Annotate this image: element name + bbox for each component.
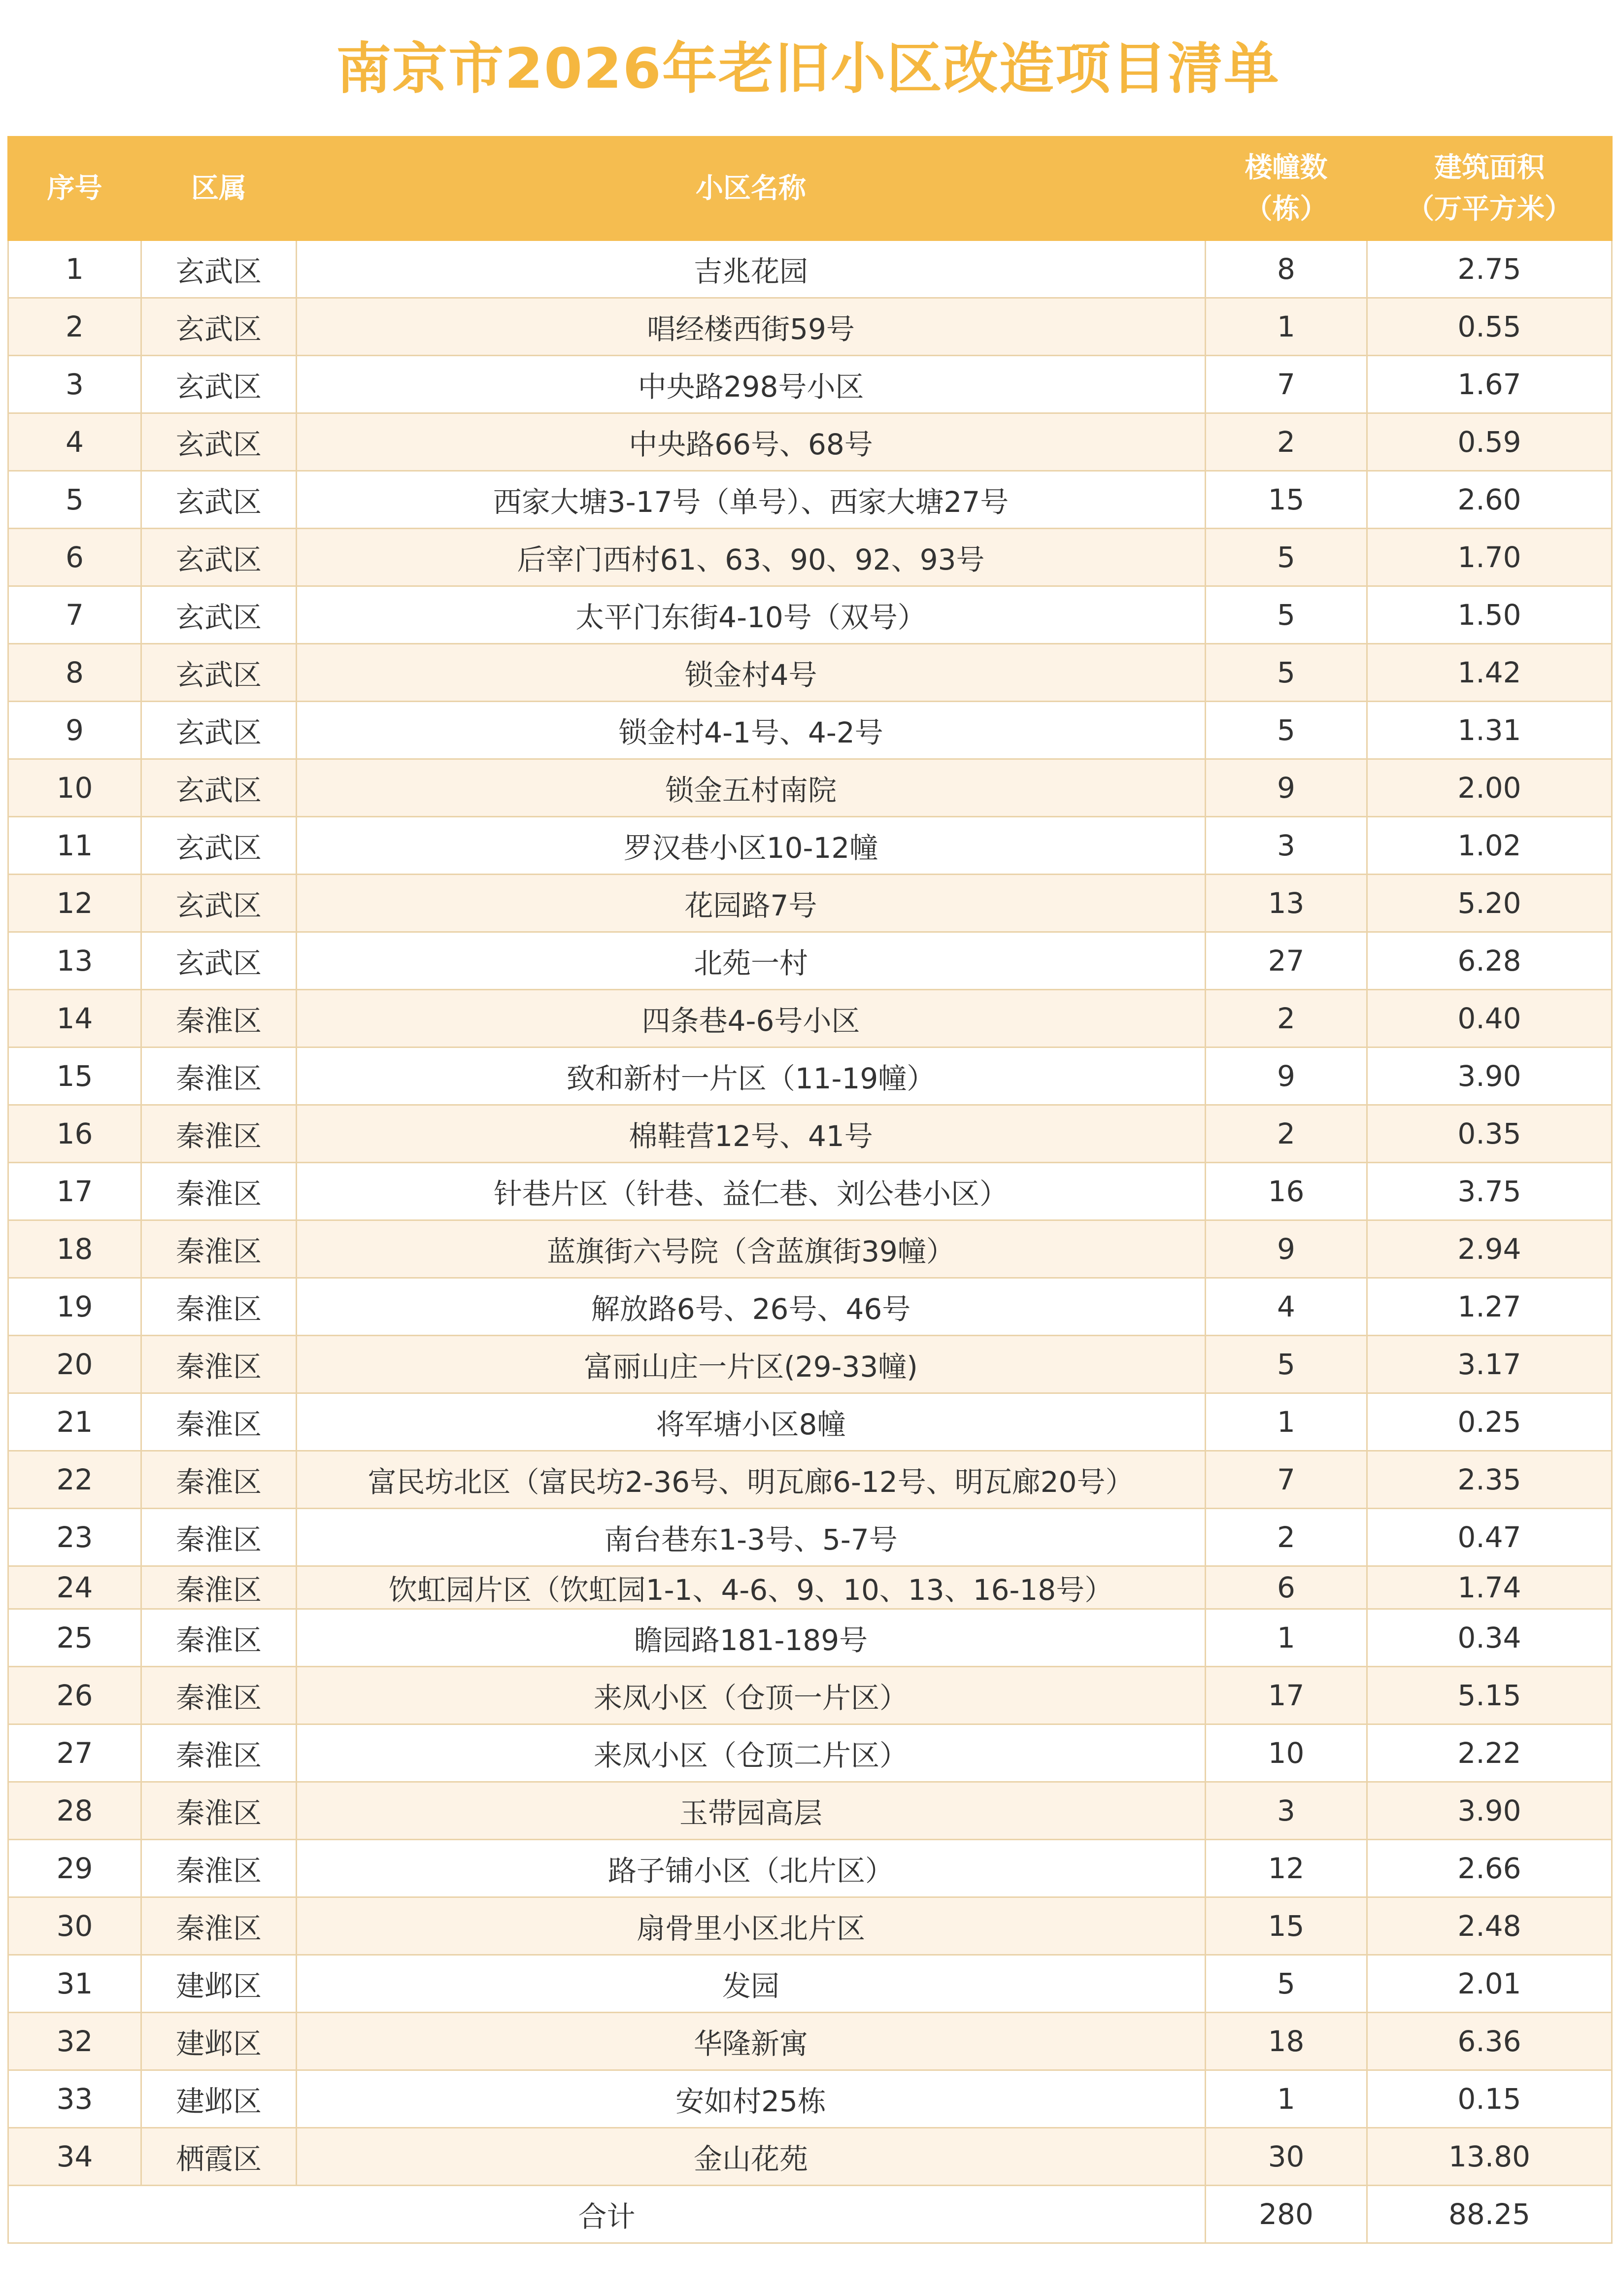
cell-name: 中央路298号小区 [297,356,1206,413]
table-row [8,702,1612,759]
cell-buildings: 5 [1206,1955,1367,2013]
cell-buildings: 3 [1206,817,1367,875]
cell-district: 秦淮区 [141,1782,297,1840]
total-label: 合计 [8,2186,1206,2243]
table-row [8,1509,1612,1566]
table-row [8,1840,1612,1897]
total-buildings: 280 [1206,2186,1367,2243]
cell-name: 西家大塘3-17号（单号）、西家大塘27号 [297,471,1206,529]
cell-buildings: 30 [1206,2128,1367,2186]
cell-buildings: 9 [1206,1047,1367,1105]
cell-buildings: 5 [1206,586,1367,644]
cell-buildings: 6 [1206,1566,1367,1609]
cell-district: 玄武区 [141,586,297,644]
cell-buildings: 1 [1206,1393,1367,1451]
cell-name: 锁金五村南院 [297,759,1206,817]
cell-index: 32 [8,2013,141,2070]
cell-index: 22 [8,1451,141,1509]
project-table [7,136,1613,2244]
cell-buildings: 2 [1206,413,1367,471]
cell-buildings: 2 [1206,990,1367,1047]
cell-district: 玄武区 [141,529,297,586]
table-row [8,817,1612,875]
cell-district: 玄武区 [141,759,297,817]
cell-index: 26 [8,1667,141,1724]
table-row [8,471,1612,529]
cell-buildings: 5 [1206,644,1367,702]
cell-district: 秦淮区 [141,1047,297,1105]
cell-index: 11 [8,817,141,875]
cell-name: 来凤小区（仓顶二片区） [297,1724,1206,1782]
cell-district: 秦淮区 [141,1897,297,1955]
cell-name: 解放路6号、26号、46号 [297,1278,1206,1336]
cell-index: 8 [8,644,141,702]
cell-name: 安如村25栋 [297,2070,1206,2128]
table-row [8,2013,1612,2070]
cell-buildings: 4 [1206,1278,1367,1336]
cell-index: 6 [8,529,141,586]
cell-district: 玄武区 [141,875,297,932]
table-row [8,586,1612,644]
cell-district: 建邺区 [141,2013,297,2070]
cell-name: 太平门东街4-10号（双号） [297,586,1206,644]
cell-index: 5 [8,471,141,529]
cell-area: 1.50 [1367,586,1612,644]
cell-buildings: 12 [1206,1840,1367,1897]
table-row [8,990,1612,1047]
cell-area: 2.35 [1367,1451,1612,1509]
cell-index: 4 [8,413,141,471]
cell-index: 3 [8,356,141,413]
cell-name: 瞻园路181-189号 [297,1609,1206,1667]
cell-district: 玄武区 [141,817,297,875]
table-body [8,240,1612,2186]
cell-buildings: 1 [1206,1609,1367,1667]
total-area: 88.25 [1367,2186,1612,2243]
cell-name: 来凤小区（仓顶一片区） [297,1667,1206,1724]
cell-district: 秦淮区 [141,1393,297,1451]
table-header-row [8,137,1612,240]
cell-area: 0.15 [1367,2070,1612,2128]
cell-district: 秦淮区 [141,990,297,1047]
cell-name: 四条巷4-6号小区 [297,990,1206,1047]
cell-index: 29 [8,1840,141,1897]
cell-index: 17 [8,1163,141,1220]
cell-area: 6.36 [1367,2013,1612,2070]
cell-district: 秦淮区 [141,1609,297,1667]
page-title: 南京市2026年老旧小区改造项目清单 [336,37,1280,101]
cell-name: 蓝旗街六号院（含蓝旗街39幢） [297,1220,1206,1278]
cell-buildings: 9 [1206,759,1367,817]
table-row [8,1724,1612,1782]
cell-name: 将军塘小区8幢 [297,1393,1206,1451]
table-row [8,298,1612,356]
cell-name: 锁金村4-1号、4-2号 [297,702,1206,759]
cell-area: 2.01 [1367,1955,1612,2013]
cell-buildings: 8 [1206,240,1367,298]
cell-area: 0.34 [1367,1609,1612,1667]
cell-district: 秦淮区 [141,1840,297,1897]
table-row [8,759,1612,817]
cell-index: 25 [8,1609,141,1667]
cell-area: 1.02 [1367,817,1612,875]
cell-area: 0.40 [1367,990,1612,1047]
header-buildings-unit: （栋） [1245,193,1328,225]
cell-buildings: 5 [1206,702,1367,759]
cell-district: 秦淮区 [141,1566,297,1609]
cell-index: 31 [8,1955,141,2013]
table-row [8,875,1612,932]
cell-name: 富民坊北区（富民坊2-36号、明瓦廊6-12号、明瓦廊20号） [297,1451,1206,1509]
table-row [8,1336,1612,1393]
table-row [8,1566,1612,1609]
cell-index: 13 [8,932,141,990]
cell-district: 秦淮区 [141,1724,297,1782]
cell-district: 秦淮区 [141,1278,297,1336]
cell-area: 3.90 [1367,1782,1612,1840]
cell-index: 15 [8,1047,141,1105]
header-area-unit: （万平方米） [1407,193,1572,225]
cell-buildings: 15 [1206,471,1367,529]
cell-index: 7 [8,586,141,644]
cell-buildings: 18 [1206,2013,1367,2070]
cell-area: 1.74 [1367,1566,1612,1609]
table-row [8,413,1612,471]
cell-index: 34 [8,2128,141,2186]
table-row [8,1897,1612,1955]
cell-district: 玄武区 [141,471,297,529]
cell-district: 秦淮区 [141,1667,297,1724]
cell-name: 金山花苑 [297,2128,1206,2186]
cell-buildings: 15 [1206,1897,1367,1955]
cell-name: 致和新村一片区（11-19幢） [297,1047,1206,1105]
cell-area: 2.48 [1367,1897,1612,1955]
cell-buildings: 2 [1206,1105,1367,1163]
cell-district: 玄武区 [141,644,297,702]
cell-area: 3.75 [1367,1163,1612,1220]
cell-buildings: 1 [1206,298,1367,356]
cell-buildings: 10 [1206,1724,1367,1782]
cell-district: 玄武区 [141,413,297,471]
table-row [8,1278,1612,1336]
table-row [8,1667,1612,1724]
cell-area: 5.15 [1367,1667,1612,1724]
cell-area: 6.28 [1367,932,1612,990]
table-row [8,1220,1612,1278]
cell-area: 2.94 [1367,1220,1612,1278]
table-row [8,932,1612,990]
cell-area: 0.59 [1367,413,1612,471]
cell-index: 23 [8,1509,141,1566]
table-row [8,1609,1612,1667]
cell-index: 28 [8,1782,141,1840]
cell-name: 罗汉巷小区10-12幢 [297,817,1206,875]
cell-buildings: 9 [1206,1220,1367,1278]
cell-area: 2.75 [1367,240,1612,298]
table-row [8,1105,1612,1163]
cell-district: 秦淮区 [141,1451,297,1509]
cell-index: 2 [8,298,141,356]
cell-name: 华隆新寓 [297,2013,1206,2070]
table-row [8,1782,1612,1840]
cell-index: 30 [8,1897,141,1955]
cell-name: 富丽山庄一片区(29-33幢) [297,1336,1206,1393]
cell-name: 北苑一村 [297,932,1206,990]
cell-name: 饮虹园片区（饮虹园1-1、4-6、9、10、13、16-18号） [297,1566,1206,1609]
cell-district: 玄武区 [141,702,297,759]
cell-name: 后宰门西村61、63、90、92、93号 [297,529,1206,586]
table-row [8,240,1612,298]
cell-district: 秦淮区 [141,1220,297,1278]
cell-district: 栖霞区 [141,2128,297,2186]
cell-buildings: 17 [1206,1667,1367,1724]
table-row [8,356,1612,413]
cell-area: 2.60 [1367,471,1612,529]
cell-district: 建邺区 [141,1955,297,2013]
table-row [8,2070,1612,2128]
cell-buildings: 3 [1206,1782,1367,1840]
cell-district: 秦淮区 [141,1163,297,1220]
table-row [8,1393,1612,1451]
cell-buildings: 16 [1206,1163,1367,1220]
cell-area: 5.20 [1367,875,1612,932]
table-row [8,1451,1612,1509]
cell-index: 20 [8,1336,141,1393]
cell-area: 3.17 [1367,1336,1612,1393]
cell-area: 0.35 [1367,1105,1612,1163]
table-row [8,1163,1612,1220]
cell-index: 12 [8,875,141,932]
cell-area: 2.00 [1367,759,1612,817]
table-row [8,644,1612,702]
cell-name: 针巷片区（针巷、益仁巷、刘公巷小区） [297,1163,1206,1220]
cell-name: 棉鞋营12号、41号 [297,1105,1206,1163]
cell-name: 中央路66号、68号 [297,413,1206,471]
table-row [8,1047,1612,1105]
cell-index: 33 [8,2070,141,2128]
cell-name: 路子铺小区（北片区） [297,1840,1206,1897]
table-row [8,2128,1612,2186]
cell-index: 18 [8,1220,141,1278]
cell-index: 27 [8,1724,141,1782]
cell-area: 0.47 [1367,1509,1612,1566]
cell-area: 1.31 [1367,702,1612,759]
cell-index: 24 [8,1566,141,1609]
header-area [1367,137,1612,240]
table-row [8,529,1612,586]
header-area-label: 建筑面积 [1434,151,1545,184]
cell-buildings: 2 [1206,1509,1367,1566]
cell-buildings: 5 [1206,1336,1367,1393]
header-buildings [1206,137,1367,240]
cell-district: 建邺区 [141,2070,297,2128]
cell-buildings: 1 [1206,2070,1367,2128]
cell-name: 扇骨里小区北片区 [297,1897,1206,1955]
cell-name: 吉兆花园 [297,240,1206,298]
cell-area: 13.80 [1367,2128,1612,2186]
cell-area: 3.90 [1367,1047,1612,1105]
header-name: 小区名称 [297,137,1206,240]
cell-buildings: 7 [1206,356,1367,413]
cell-district: 玄武区 [141,240,297,298]
cell-index: 14 [8,990,141,1047]
cell-area: 1.70 [1367,529,1612,586]
cell-area: 1.27 [1367,1278,1612,1336]
cell-name: 锁金村4号 [297,644,1206,702]
cell-index: 1 [8,240,141,298]
table-row [8,1955,1612,2013]
cell-name: 发园 [297,1955,1206,2013]
cell-district: 秦淮区 [141,1336,297,1393]
cell-district: 玄武区 [141,356,297,413]
cell-area: 2.66 [1367,1840,1612,1897]
cell-area: 1.67 [1367,356,1612,413]
cell-name: 南台巷东1-3号、5-7号 [297,1509,1206,1566]
cell-index: 9 [8,702,141,759]
cell-district: 玄武区 [141,298,297,356]
cell-area: 0.25 [1367,1393,1612,1451]
total-row [8,2186,1612,2243]
cell-district: 秦淮区 [141,1509,297,1566]
header-index: 序号 [8,137,141,240]
cell-area: 2.22 [1367,1724,1612,1782]
cell-name: 花园路7号 [297,875,1206,932]
cell-name: 唱经楼西街59号 [297,298,1206,356]
cell-buildings: 13 [1206,875,1367,932]
cell-index: 19 [8,1278,141,1336]
cell-buildings: 5 [1206,529,1367,586]
cell-area: 0.55 [1367,298,1612,356]
cell-name: 玉带园高层 [297,1782,1206,1840]
header-buildings-label: 楼幢数 [1245,151,1328,184]
cell-buildings: 27 [1206,932,1367,990]
cell-district: 秦淮区 [141,1105,297,1163]
header-district: 区属 [141,137,297,240]
cell-index: 10 [8,759,141,817]
cell-district: 玄武区 [141,932,297,990]
cell-buildings: 7 [1206,1451,1367,1509]
cell-index: 21 [8,1393,141,1451]
cell-index: 16 [8,1105,141,1163]
cell-area: 1.42 [1367,644,1612,702]
